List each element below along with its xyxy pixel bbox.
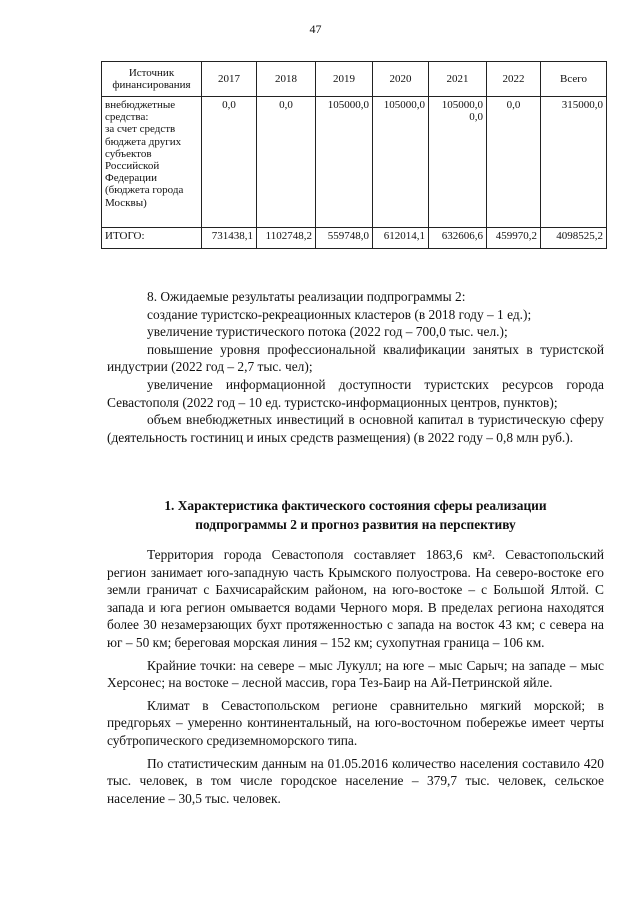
section-heading <box>107 496 604 534</box>
result-item: увеличение туристического потока (2022 год – 700,0 тыс. чел.); <box>147 324 508 340</box>
source-line: средства: <box>105 111 149 124</box>
header-2019: 2019 <box>316 62 373 97</box>
source-line: Федерации <box>105 172 157 185</box>
section-heading-line: 1. Характеристика фактического состояния сферы реализации <box>164 498 547 513</box>
header-total: Всего <box>541 62 607 97</box>
financing-table <box>101 61 607 249</box>
value-2022: 0,0 <box>487 97 541 228</box>
source-line: Российской <box>105 160 160 173</box>
header-2020: 2020 <box>373 62 429 97</box>
table-row <box>102 97 607 228</box>
total-2017: 731438,1 <box>202 228 257 249</box>
result-item: увеличение информационной доступности туристских ресурсов города Севастополя (2022 год – 10 ед. туристско-информационных центров, пунктов); <box>107 376 604 410</box>
value-total: 315000,0 <box>541 97 607 228</box>
value-2020: 105000,0 <box>373 97 429 228</box>
table-header-row <box>102 62 607 97</box>
expected-results <box>107 288 604 446</box>
total-2020: 612014,1 <box>373 228 429 249</box>
value-2018: 0,0 <box>257 97 316 228</box>
source-line: субъектов <box>105 147 152 160</box>
source-line: (бюджета города <box>105 184 184 197</box>
page-number: 47 <box>309 22 322 36</box>
total-2019: 559748,0 <box>316 228 373 249</box>
paragraph: Территория города Севастополя составляет 1863,6 км². Севастопольский регион занимает юго-западную часть Крымского полуострова. На северо-востоке его земли граничат с Бахчисарайским районом, на юго-востоке – с Большой Ялтой. С запада и юга регион омывается водами Черного моря. В пределах региона находятся более 30 незамерзающих бухт протяженностью с запада на восток 43 км; с севера на юг – 50 км; береговая морская линия – 152 км; сухопутная граница – 106 км. <box>107 547 604 650</box>
source-line: внебюджетные <box>105 99 176 111</box>
total-2021: 632606,6 <box>429 228 487 249</box>
paragraph: Климат в Севастопольском регионе сравнительно мягкий морской; в предгорьях – умеренно континентальный, на юго-восточном побережье имеет черты субтропического средиземноморского типа. <box>107 697 604 748</box>
total-2018: 1102748,2 <box>257 228 316 249</box>
header-2021: 2021 <box>429 62 487 97</box>
header-2018: 2018 <box>257 62 316 97</box>
value-2017: 0,0 <box>202 97 257 228</box>
source-line: за счет средств <box>105 123 176 136</box>
header-2022: 2022 <box>487 62 541 97</box>
result-item: повышение уровня профессиональной квалификации занятых в туристской индустрии (2022 год – 2,7 тыс. чел); <box>107 341 604 375</box>
paragraph: По статистическим данным на 01.05.2016 количество населения составило 420 тыс. человек, в том числе городское население – 379,7 тыс. человек, сельское население – 30,5 тыс. человек. <box>107 755 604 806</box>
section-heading-line: подпрограммы 2 и прогноз развития на перспективу <box>195 517 516 532</box>
result-item: объем внебюджетных инвестиций в основной капитал в туристическую сферу (деятельность гостиниц и иных средств размещения) (в 2022 году – 0,8 млн руб.). <box>107 412 604 445</box>
paragraph: Крайние точки: на севере – мыс Лукулл; на юге – мыс Сарыч; на западе – мыс Херсонес; на востоке – лесной массив, гора Тез-Баир на Ай-Петринской яйле. <box>107 657 604 691</box>
source-line: Москвы) <box>105 196 147 209</box>
source-cell <box>102 97 202 228</box>
total-label: ИТОГО: <box>102 228 202 249</box>
section-body <box>107 546 604 812</box>
result-item: создание туристско-рекреационных кластеров (в 2018 году – 1 ед.); <box>147 306 532 322</box>
header-source: Источник финансирования <box>102 62 202 97</box>
total-all: 4098525,2 <box>541 228 607 249</box>
table-row-total <box>102 228 607 249</box>
source-line: бюджета других <box>105 135 182 148</box>
value-2021: 105000,0 0,0 <box>429 97 487 228</box>
header-2017: 2017 <box>202 62 257 97</box>
total-2022: 459970,2 <box>487 228 541 249</box>
results-title: 8. Ожидаемые результаты реализации подпрограммы 2: <box>147 289 466 304</box>
value-2019: 105000,0 <box>316 97 373 228</box>
